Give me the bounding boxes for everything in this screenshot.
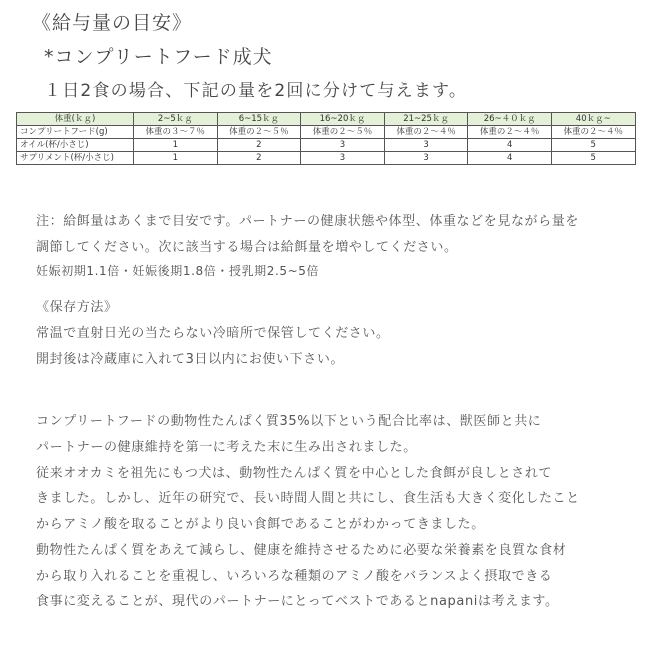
table-cell: 体重の２～４％ [384,126,468,139]
table-cell: 体重の３～７％ [134,126,218,139]
intro-text: １日2食の場合、下記の量を2回に分けて与えます。 [44,81,468,101]
table-row [17,152,636,165]
description-line: 動物性たんぱく質をあえて減らし、健康を維持させるために必要な栄養素を良質な食材 [36,543,567,558]
table-cell: コンプリートフード(g) [17,126,134,139]
table-header: 26~４０ｋｇ [468,113,552,126]
table-header: 6~15ｋｇ [217,113,301,126]
table-header: 40ｋｇ~ [551,113,635,126]
table-cell: 体重の２～４％ [468,126,552,139]
table-cell: 5 [551,139,635,152]
description-line: きました。しかし、近年の研究で、長い時間人間と共にし、食生活も大きく変化したこと [36,491,580,506]
product-subtitle: *コンプリートフード成犬 [44,46,273,68]
table-header: 16~20ｋｇ [301,113,385,126]
table-cell: 3 [301,139,385,152]
description-line: からアミノ酸を取ることがより良い食餌であることがわかってきました。 [36,517,485,532]
table-cell: 体重の２～４％ [551,126,635,139]
storage-line: 常温で直射日光の当たらない冷暗所で保管してください。 [36,326,390,341]
table-cell: 3 [301,152,385,165]
note-multipliers: 妊娠初期1.1倍・妊娠後期1.8倍・授乳期2.5~5倍 [36,264,320,278]
table-cell: 2 [217,152,301,165]
description-line: コンプリートフードの動物性たんぱく質35%以下という配合比率は、獣医師と共に [36,414,542,429]
note-line: 調節してください。次に該当する場合は給餌量を増やしてください。 [36,240,458,255]
description-line: から取り入れることを重視し、いろいろな種類のアミノ酸をバランスよく摂取できる [36,569,553,584]
table-cell: 3 [384,139,468,152]
table-header: 21~25ｋｇ [384,113,468,126]
storage-heading: 《保存方法》 [36,300,118,315]
table-cell: 体重の２～５％ [301,126,385,139]
table-header: 体重(ｋｇ) [17,113,134,126]
feeding-table [16,112,636,165]
table-row [17,139,636,152]
table-cell: サプリメント(杯/小さじ) [17,152,134,165]
table-cell: 1 [134,139,218,152]
table-header-row [17,113,636,126]
table-cell: 5 [551,152,635,165]
table-cell: 2 [217,139,301,152]
description-line: 従来オオカミを祖先にもつ犬は、動物性たんぱく質を中心とした食餌が良しとされて [36,466,553,481]
note-line: 注：給餌量はあくまで目安です。パートナーの健康状態や体型、体重などを見ながら量を [36,214,579,229]
storage-line: 開封後は冷蔵庫に入れて3日以内にお使い下さい。 [36,352,345,367]
table-cell: 体重の２～５％ [217,126,301,139]
description-line: 食事に変えることが、現代のパートナーにとってベストであるとnapaniは考えます。 [36,594,559,609]
page-title: 《給与量の目安》 [32,12,193,34]
table-cell: 1 [134,152,218,165]
table-cell: 4 [468,139,552,152]
table-header: 2~5ｋｇ [134,113,218,126]
table-cell: オイル(杯/小さじ) [17,139,134,152]
table-cell: 3 [384,152,468,165]
description-line: パートナーの健康維持を第一に考えた末に生み出されました。 [36,440,417,455]
table-row [17,126,636,139]
table-cell: 4 [468,152,552,165]
